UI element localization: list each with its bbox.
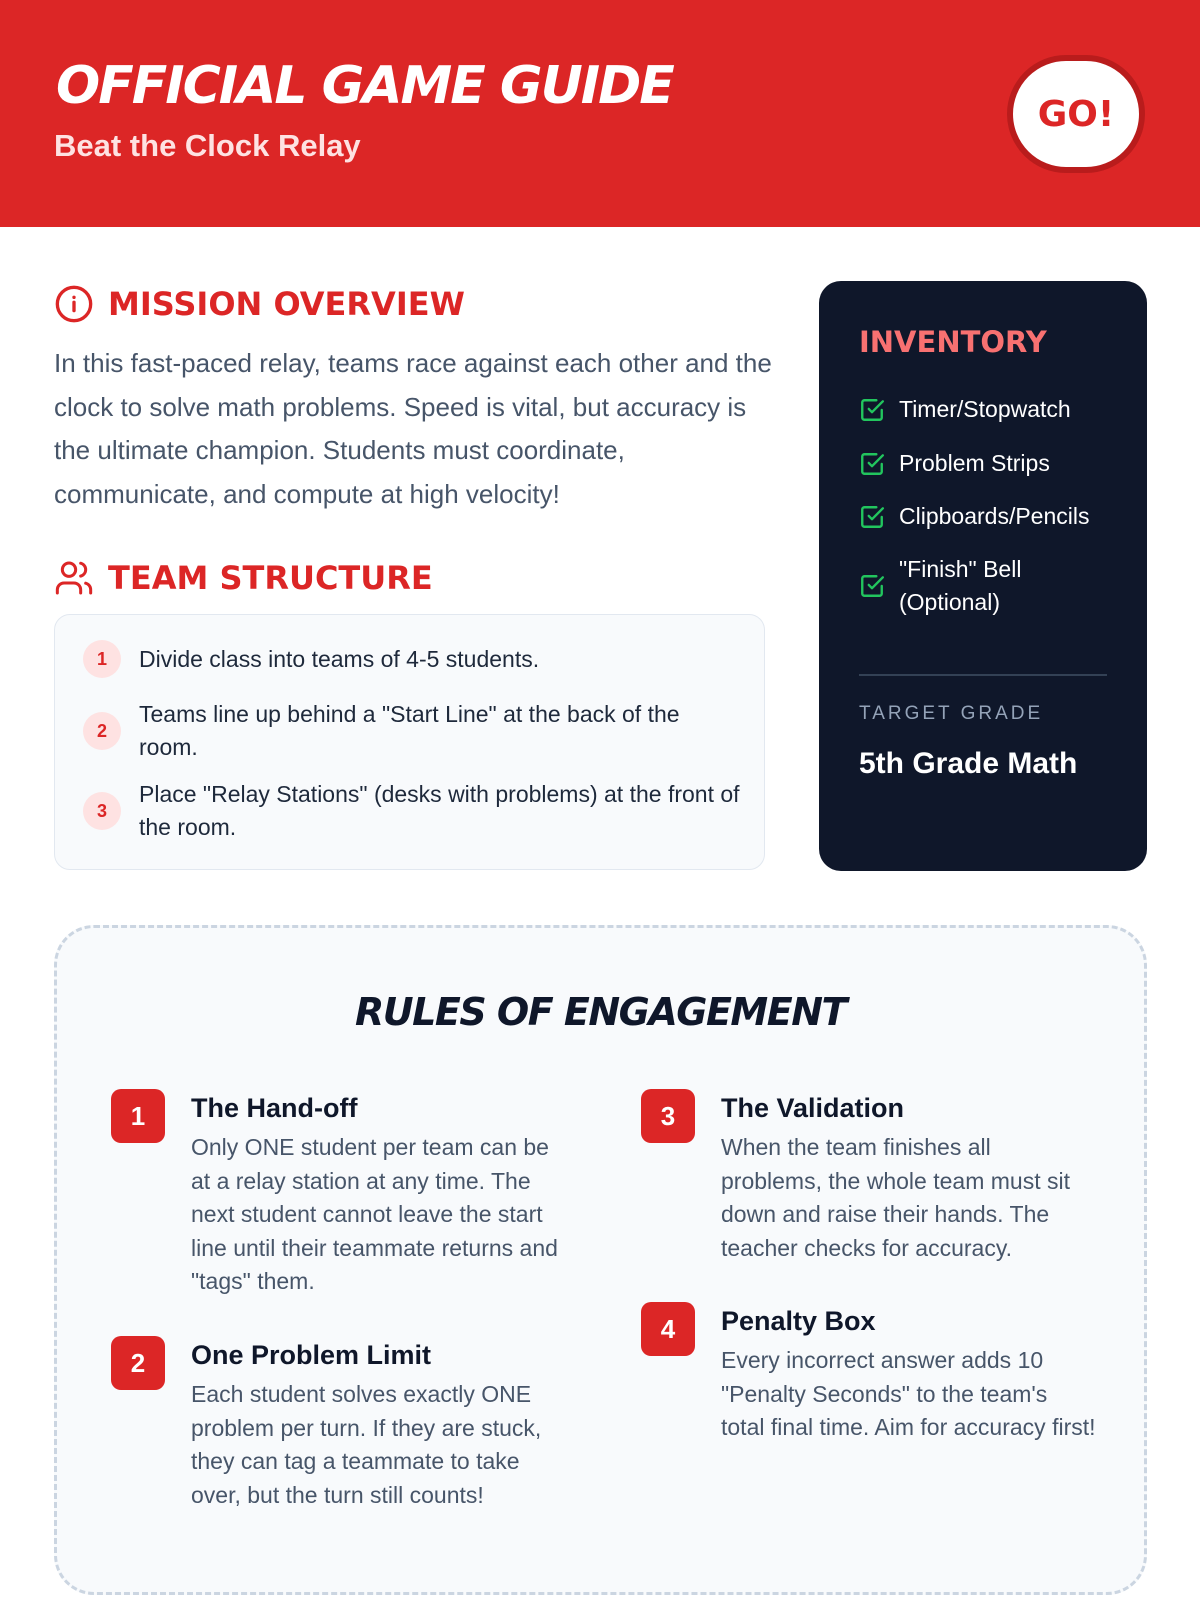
inventory-title: INVENTORY — [859, 325, 1047, 359]
inventory-item-label: Timer/Stopwatch — [899, 396, 1071, 422]
page-subtitle: Beat the Clock Relay — [54, 128, 361, 163]
page-title: OFFICIAL GAME GUIDE — [56, 56, 673, 116]
inventory-item — [859, 553, 1059, 619]
inventory-panel — [819, 281, 1147, 871]
rule-description: Each student solves exactly ONE problem per turn. If they are stuck, they can tag a teammate to take over, but the turn still counts! — [191, 1381, 542, 1508]
users-icon — [54, 558, 94, 598]
inventory-item-label: Problem Strips — [899, 450, 1050, 476]
step-text: Place "Relay Stations" (desks with problems) at the front of the room. — [139, 781, 740, 840]
mission-overview-text: In this fast-paced relay, teams race against each other and the clock to solve math problems. Speed is vital, but accuracy is the ultimate champion. Students must coordinate, communicate, and compute at high velocity! — [54, 348, 772, 509]
team-structure-list — [54, 614, 765, 870]
info-icon — [54, 284, 94, 324]
check-square-icon — [859, 451, 885, 477]
team-structure-label: TEAM STRUCTURE — [108, 559, 433, 597]
rules-title: RULES OF ENGAGEMENT — [355, 990, 846, 1034]
go-badge: GO! — [1007, 55, 1145, 173]
mission-overview-heading — [54, 284, 465, 324]
inventory-item — [859, 500, 1119, 533]
list-item — [83, 640, 743, 678]
rule-title: The Validation — [721, 1093, 905, 1123]
check-square-icon — [859, 504, 885, 530]
inventory-item-label: "Finish" Bell (Optional) — [899, 556, 1022, 615]
inventory-item — [859, 447, 1119, 480]
rule-number-badge: 1 — [111, 1089, 165, 1143]
rule-description: When the team finishes all problems, the whole team must sit down and raise their hands. The teacher checks for accuracy. — [721, 1134, 1070, 1261]
list-item — [83, 698, 743, 764]
mission-overview-label: MISSION OVERVIEW — [108, 285, 465, 323]
target-grade-label: TARGET GRADE — [859, 703, 1044, 724]
inventory-divider — [859, 674, 1107, 676]
inventory-item-label: Clipboards/Pencils — [899, 503, 1090, 529]
step-text: Teams line up behind a "Start Line" at the back of the room. — [139, 701, 680, 760]
list-item — [83, 778, 743, 844]
step-number-badge: 3 — [83, 792, 121, 830]
rule-title: Penalty Box — [721, 1306, 876, 1336]
team-structure-heading — [54, 558, 433, 598]
rule-description: Only ONE student per team can be at a relay station at any time. The next student cannot leave the start line until their teammate returns and "tags" them. — [191, 1134, 558, 1294]
rule-number-badge: 4 — [641, 1302, 695, 1356]
step-number-badge: 2 — [83, 712, 121, 750]
step-number-badge: 1 — [83, 640, 121, 678]
rule-number-badge: 3 — [641, 1089, 695, 1143]
check-square-icon — [859, 573, 885, 599]
rules-section — [54, 925, 1147, 1595]
rule-title: One Problem Limit — [191, 1340, 432, 1370]
header-banner — [0, 0, 1200, 227]
target-grade-value: 5th Grade Math — [859, 747, 1078, 780]
rule-description: Every incorrect answer adds 10 "Penalty Seconds" to the team's total final time. Aim for accuracy first! — [721, 1347, 1096, 1440]
rule-number-badge: 2 — [111, 1336, 165, 1390]
inventory-item — [859, 393, 1119, 426]
rule-title: The Hand-off — [191, 1093, 358, 1123]
step-text: Divide class into teams of 4-5 students. — [139, 645, 540, 672]
check-square-icon — [859, 397, 885, 423]
